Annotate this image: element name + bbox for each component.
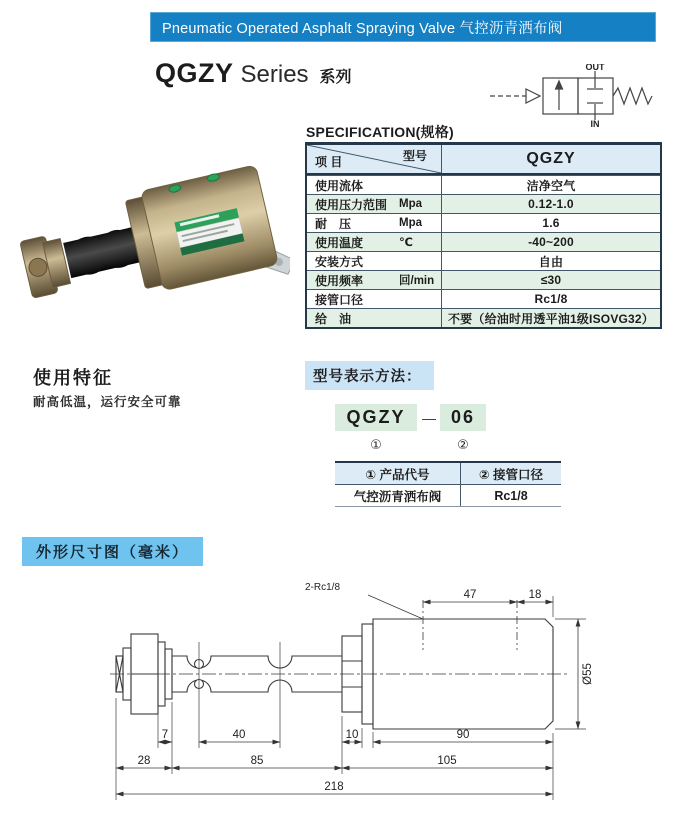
dim-diameter: Ø55 (582, 663, 594, 685)
spec-row-port-size (307, 289, 660, 308)
dim-105: 105 (437, 755, 457, 767)
spec-row-lubrication (307, 308, 660, 327)
symbol-in-label: IN (590, 119, 600, 128)
spec-item-label: 使用频率 (315, 273, 364, 288)
model-code-separator: — (422, 409, 436, 426)
corner-model-label: 型号 (402, 149, 427, 163)
dimension-lines (116, 602, 578, 794)
extension-lines (116, 596, 586, 800)
page-title: Pneumatic Operated Asphalt Spraying Valve 气控沥青洒布阀 (162, 20, 563, 37)
spec-item-unit: ℃ (399, 237, 413, 249)
pilot-triangle-icon (526, 89, 540, 103)
model-code-num2: ② (457, 437, 469, 452)
dim-47: 47 (463, 589, 477, 601)
model-code-num1: ① (370, 437, 382, 452)
model-code-part2: 06 (440, 404, 486, 431)
dimension-labels (138, 582, 594, 793)
spec-item-label: 接管口径 (315, 292, 364, 307)
product-photo (15, 146, 290, 336)
page-title-banner (150, 12, 656, 42)
spec-item-label: 耐 压 (315, 216, 352, 231)
features-title: 使用特征 (33, 368, 113, 388)
spec-item-unit: 回/min (399, 275, 435, 287)
dim-90: 90 (456, 729, 470, 741)
pneumatic-circuit-symbol (488, 64, 674, 128)
spec-row-pressure-range (307, 194, 660, 213)
corner-item-label: 项 目 (315, 155, 343, 169)
spec-row-temperature (307, 232, 660, 251)
port-thread-label: 2-Rc1/8 (304, 582, 340, 593)
dim-28: 28 (137, 755, 151, 767)
code-table-header1: ① 产品代号 (335, 463, 461, 484)
spec-item-unit: Mpa (399, 198, 422, 210)
flow-arrow-icon (556, 81, 563, 89)
series-label-cn: 系列 (319, 69, 352, 86)
spec-item-label: 安装方式 (315, 254, 364, 269)
spec-item-label: 给 油 (315, 311, 352, 326)
dim-18: 18 (528, 589, 542, 601)
code-table-header2: ② 接管口径 (478, 467, 544, 482)
dim-10: 10 (345, 729, 359, 741)
spec-value: 0.12-1.0 (528, 197, 574, 211)
dim-40: 40 (232, 729, 246, 741)
spec-row-fluid (307, 175, 660, 194)
series-heading (155, 58, 352, 89)
spec-value: 洁净空气 (526, 178, 576, 193)
port-leader-line (368, 595, 423, 619)
model-designation-title: 型号表示方法： (305, 361, 434, 390)
model-code-part1: QGZY (335, 404, 417, 431)
spec-value: 1.6 (542, 216, 560, 230)
spec-corner-cell (307, 145, 442, 173)
specification-table (305, 142, 662, 329)
spec-value: 自由 (538, 254, 564, 269)
symbol-out-label: OUT (585, 64, 605, 72)
specification-title: SPECIFICATION(规格) (306, 124, 454, 140)
spec-value: -40~200 (528, 235, 574, 249)
series-label-en: Series (240, 61, 309, 88)
spec-value: ≤30 (540, 273, 562, 287)
code-table-value1: 气控沥青洒布阀 (335, 485, 461, 506)
spec-item-label: 使用流体 (315, 178, 364, 193)
model-code-table (335, 461, 561, 507)
spec-row-mounting (307, 251, 660, 270)
spec-item-label: 使用温度 (315, 235, 364, 250)
dim-85: 85 (250, 755, 264, 767)
spec-table-header (307, 145, 660, 175)
spec-item-unit: Mpa (399, 217, 422, 229)
code-table-value-row (335, 485, 561, 507)
dimension-drawing (52, 572, 680, 817)
spec-item-label: 使用压力范围 (315, 197, 388, 212)
code-table-header-row (335, 463, 561, 485)
spec-row-frequency (307, 270, 660, 289)
series-model: QGZY (155, 58, 234, 88)
spec-model-header: QGZY (526, 150, 576, 167)
spec-value: Rc1/8 (534, 292, 568, 306)
spring-icon (613, 88, 652, 104)
features-description: 耐高低温，运行安全可靠 (33, 395, 182, 409)
spec-row-proof-pressure (307, 213, 660, 232)
dim-218: 218 (324, 781, 344, 793)
spec-value: 不要（给油时用透平油1级ISOVG32） (447, 311, 655, 326)
dimensions-section-title: 外形尺寸图（毫米） (22, 537, 203, 566)
code-table-value2: Rc1/8 (494, 488, 528, 503)
dim-7: 7 (161, 729, 169, 741)
